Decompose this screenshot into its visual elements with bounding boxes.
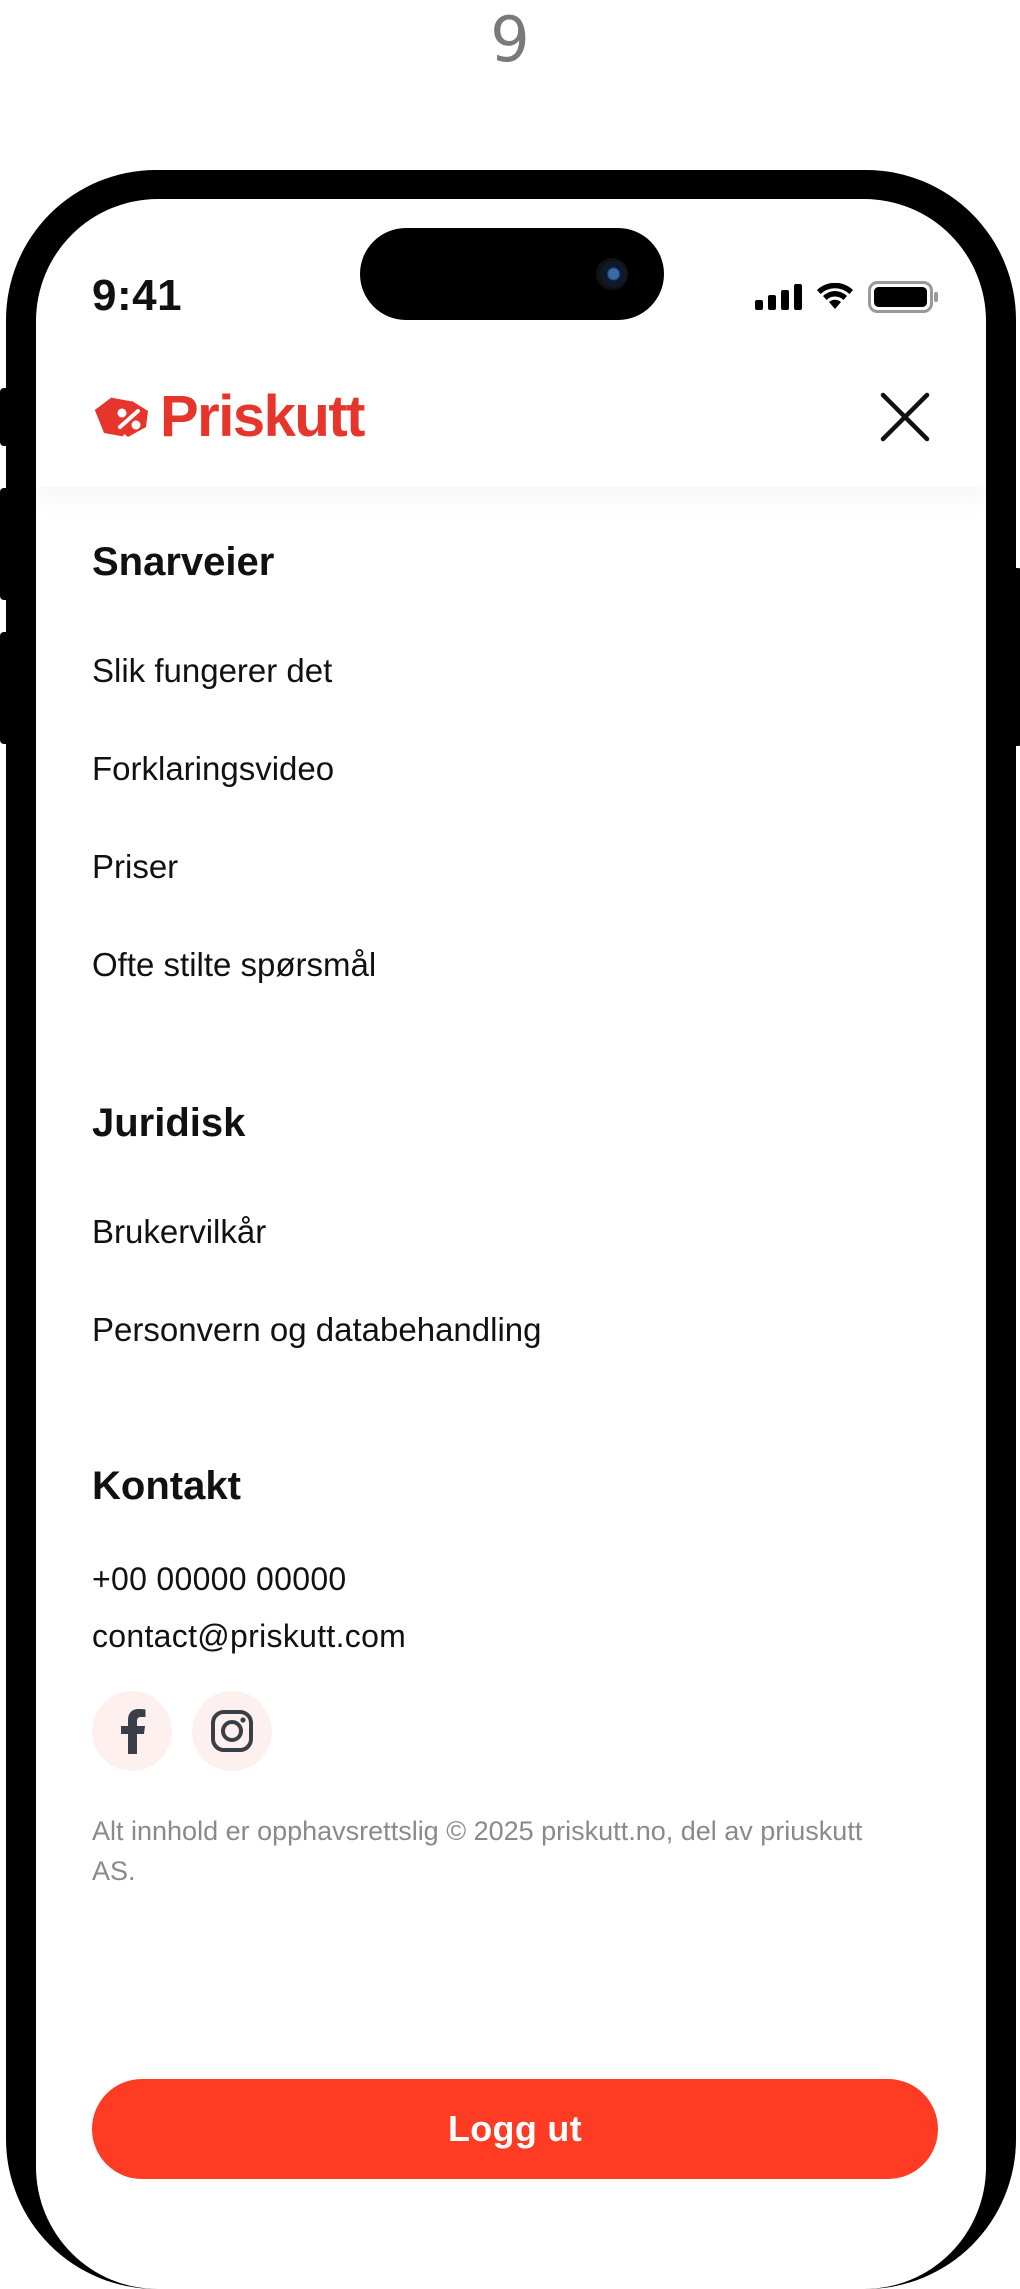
mute-switch — [0, 388, 12, 446]
instagram-icon — [210, 1709, 254, 1753]
contact-email[interactable]: contact@priskutt.com — [92, 1618, 407, 1654]
social-links — [92, 1691, 272, 1771]
battery-icon — [868, 281, 940, 313]
facebook-icon — [117, 1708, 147, 1754]
camera-icon — [596, 258, 628, 290]
link-prices[interactable]: Priser — [92, 848, 179, 885]
volume-up-button — [0, 488, 12, 600]
page-number: 9 — [490, 3, 530, 76]
link-privacy[interactable]: Personvern og databehandling — [92, 1311, 542, 1348]
link-terms[interactable]: Brukervilkår — [92, 1213, 267, 1250]
logo-text: Priskutt — [160, 384, 364, 449]
instagram-button[interactable] — [192, 1691, 272, 1771]
close-icon — [880, 392, 930, 442]
link-explainer-video[interactable]: Forklaringsvideo — [92, 750, 335, 787]
wifi-icon — [816, 283, 854, 311]
status-time: 9:41 — [92, 271, 183, 320]
power-button — [1010, 568, 1020, 746]
copyright-notice: Alt innhold er opphavsrettslig © 2025 priskutt.no, del av priuskutt AS. — [92, 1816, 863, 1886]
logout-button[interactable]: Logg ut — [92, 2079, 938, 2179]
section-title-shortcuts: Snarveier — [92, 540, 275, 584]
app-header — [36, 347, 986, 487]
link-faq[interactable]: Ofte stilte spørsmål — [92, 946, 377, 983]
phone-screen — [36, 199, 986, 2289]
dynamic-island — [360, 228, 664, 320]
facebook-button[interactable] — [92, 1691, 172, 1771]
section-title-legal: Juridisk — [92, 1101, 246, 1145]
status-icons — [755, 281, 940, 313]
contact-phone[interactable]: +00 00000 00000 — [92, 1561, 347, 1597]
cellular-signal-icon — [755, 284, 802, 310]
section-title-contact: Kontakt — [92, 1464, 241, 1508]
close-menu-button[interactable] — [874, 386, 936, 448]
phone-frame — [6, 170, 1016, 2289]
volume-down-button — [0, 632, 12, 744]
priskutt-logo[interactable] — [92, 384, 364, 449]
link-how-it-works[interactable]: Slik fungerer det — [92, 652, 333, 689]
price-tag-icon — [92, 393, 154, 441]
